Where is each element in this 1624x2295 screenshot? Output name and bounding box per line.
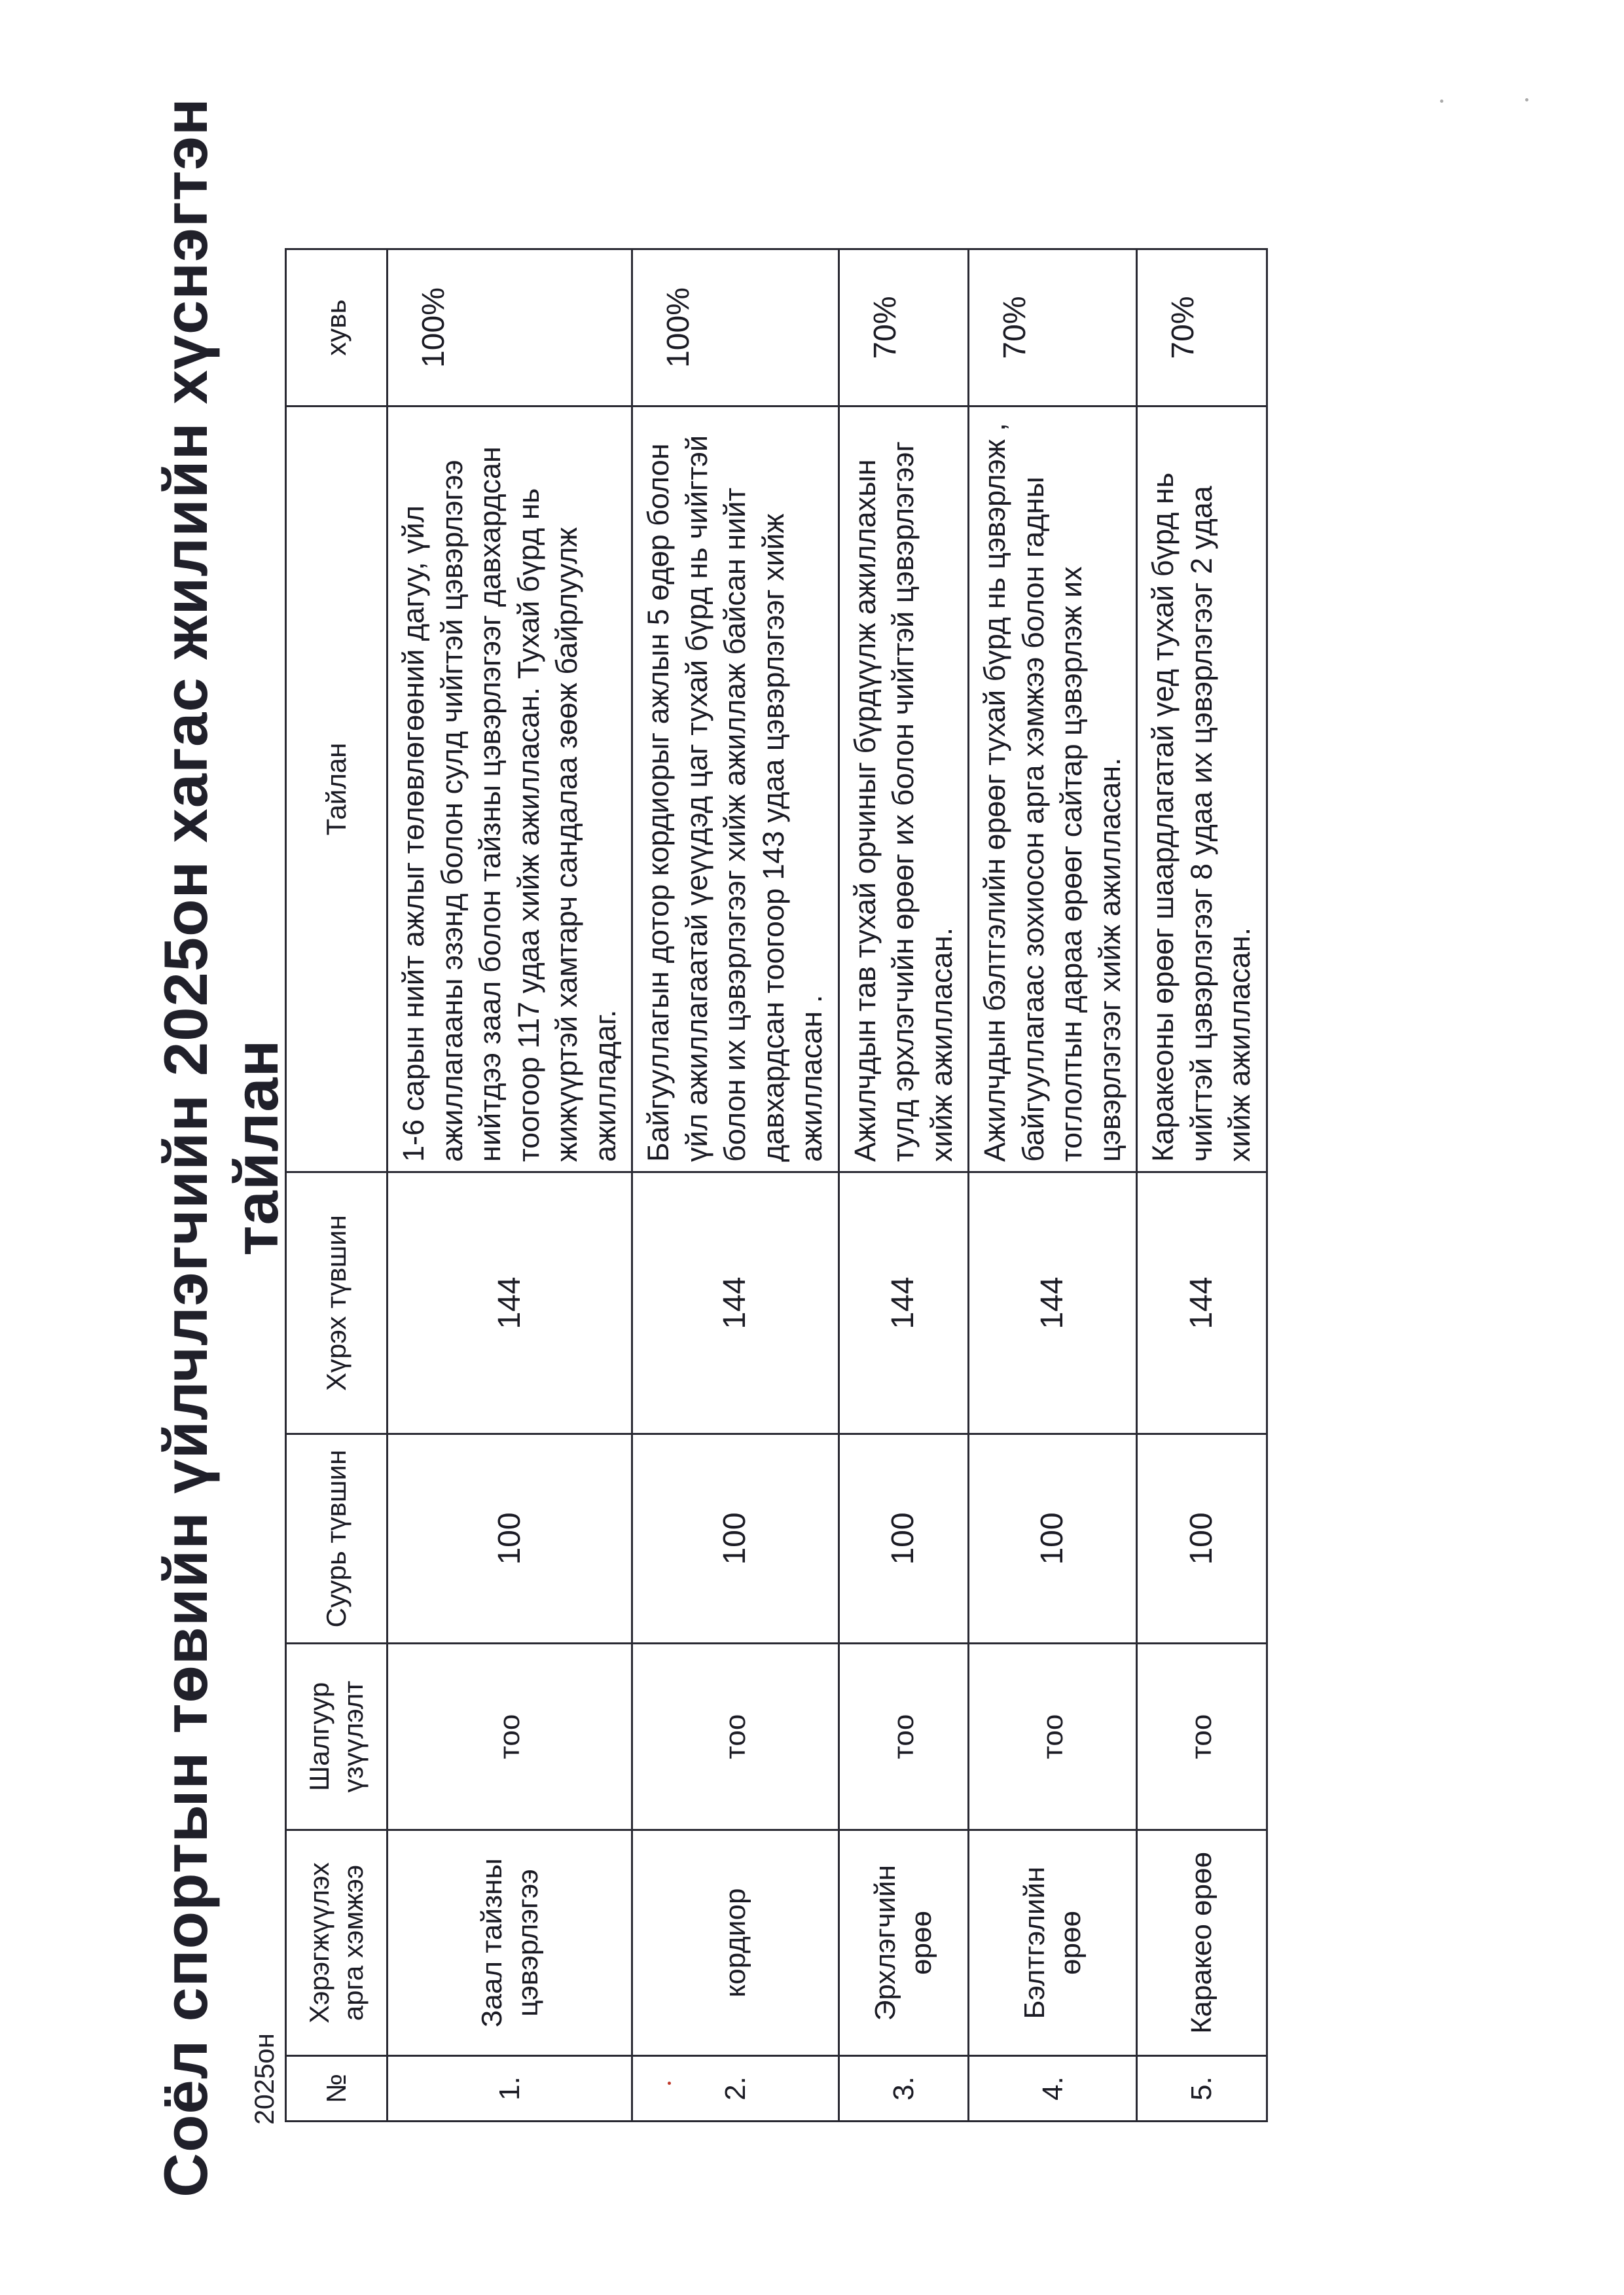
row-measure: Эрхлэгчийн өрөө xyxy=(839,1830,969,2056)
row-base: 100 xyxy=(388,1434,632,1644)
row-criterion: тоо xyxy=(1137,1644,1267,1830)
table-row xyxy=(1137,249,1267,2122)
row-report: Каракеоны өрөөг шаардлагатай үед тухай бүрд нь чийгтэй цэвэрлэгээг 8 удаа их цэвэрлэгээг 2 удаа хийж ажилласан. xyxy=(1137,407,1267,1172)
row-no: 3. xyxy=(839,2056,969,2122)
page-title: Соёл спортын төвийн үйлчлэгчийн 2025он хагас жилийн хүснэгтэн тайлан xyxy=(151,98,291,2197)
row-report: Ажилчдын тав тухай орчиныг бүрдүүлж ажиллахын тулд эрхлэгчийн өрөөг их болон чийгтэй цэвэрлэгээг хийж ажилласан. xyxy=(839,407,969,1172)
row-report: Ажилчдын бэлтгэлийн өрөөг тухай бүрд нь цэвэрлэж , байгууллагаас зохиосон арга хэмжээ болон гадны тоглолтын дараа өрөөг сайтар цэвэрлэж их цэвэрлэгээг хийж ажилласан. xyxy=(969,407,1137,1172)
header-share: хувь xyxy=(286,249,388,407)
row-share: 100% xyxy=(632,249,839,407)
row-base: 100 xyxy=(1137,1434,1267,1644)
row-no: 5. xyxy=(1137,2056,1267,2122)
table-row xyxy=(969,249,1137,2122)
report-table xyxy=(285,248,1268,2122)
header-criterion: Шалгуур үзүүлэлт xyxy=(286,1644,388,1830)
header-measure: Хэрэгжүүлэх арга хэмжээ xyxy=(286,1830,388,2056)
row-criterion: тоо xyxy=(969,1644,1137,1830)
header-no: № xyxy=(286,2056,388,2122)
row-share: 70% xyxy=(1137,249,1267,407)
table-row xyxy=(388,249,632,2122)
row-share: 70% xyxy=(839,249,969,407)
header-base: Суурь түвшин xyxy=(286,1434,388,1644)
row-measure: кордиор xyxy=(632,1830,839,2056)
row-target: 144 xyxy=(969,1172,1137,1434)
row-base: 100 xyxy=(839,1434,969,1644)
row-share: 70% xyxy=(969,249,1137,407)
row-share: 100% xyxy=(388,249,632,407)
table-header-row xyxy=(286,249,388,2122)
row-no: 4. xyxy=(969,2056,1137,2122)
row-target: 144 xyxy=(1137,1172,1267,1434)
row-criterion: тоо xyxy=(632,1644,839,1830)
row-target: 144 xyxy=(632,1172,839,1434)
row-report: 1-6 сарын нийт ажлыг төлөвлөгөөний дагуу, үйл ажиллагааны эзэнд болон сулд чийгтэй цэвэрлэгээ нийтдээ заал болон тайзны цэвэрлэгээг давхардсан тоогоор 117 удаа хийж ажилласан. Тухай бүрд нь жижүүртэй хамтарч сандалаа зөөж байрлуулж ажилладаг. xyxy=(388,407,632,1172)
row-base: 100 xyxy=(632,1434,839,1644)
header-report: Тайлан xyxy=(286,407,388,1172)
row-no: 1. xyxy=(388,2056,632,2122)
row-target: 144 xyxy=(839,1172,969,1434)
row-measure: Бэлтгэлийн өрөө xyxy=(969,1830,1137,2056)
row-target: 144 xyxy=(388,1172,632,1434)
row-criterion: тоо xyxy=(388,1644,632,1830)
row-no: 2. xyxy=(632,2056,839,2122)
row-base: 100 xyxy=(969,1434,1137,1644)
row-measure: Заал тайзны цэвэрлэгээ xyxy=(388,1830,632,2056)
row-report: Байгууллагын дотор кордиорыг ажлын 5 өдөр болон үйл ажиллагаатай үеүүдэд цаг тухай бүрд нь чийгтэй болон их цэвэрлэгээг хийж ажиллаж байсан нийт давхардсан тоогоор 143 удаа цэвэрлэгээг хийж ажилласан . xyxy=(632,407,839,1172)
table-row xyxy=(632,249,839,2122)
table-row xyxy=(839,249,969,2122)
row-criterion: тоо xyxy=(839,1644,969,1830)
year-label: 2025он xyxy=(249,2033,280,2125)
row-measure: Каракео өрөө xyxy=(1137,1830,1267,2056)
header-target: Хүрэх түвшин xyxy=(286,1172,388,1434)
